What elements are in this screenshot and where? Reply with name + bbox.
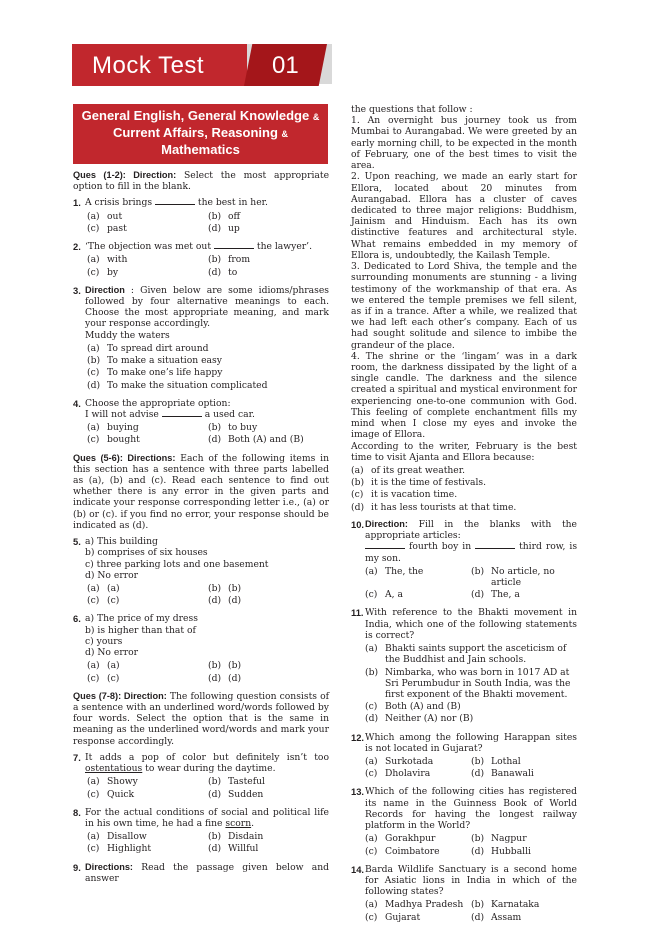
option-letter: (d): [208, 595, 222, 607]
question-number: 9.: [73, 861, 81, 873]
question-text: Read the passage given below and answer: [85, 861, 329, 884]
option-b[interactable]: [208, 583, 329, 594]
question-text-end: the lawyer’.: [256, 241, 312, 253]
option-text: past: [107, 222, 127, 234]
options: [351, 643, 577, 725]
question-text: Which among the following Harappan sites is not located in Gujarat?: [365, 731, 577, 754]
section-amp-1: &: [312, 112, 320, 122]
passage-intro: the questions that follow :: [351, 104, 473, 115]
question-sentence-end: a used car.: [204, 408, 255, 420]
question-10: [351, 519, 577, 601]
option-letter: (d): [87, 379, 101, 391]
question-label: Direction: [85, 284, 125, 295]
option-c[interactable]: [87, 223, 208, 234]
direction-3-label: Ques (7-8): Direction:: [73, 690, 167, 701]
option-letter: (c): [87, 672, 100, 684]
passage-paragraph-4: 4. The shrine or the ‘lingam’ was in a dark room, the darkness dissipated by the light of a single candle. The darkness and the silence created a spiritual and mystical environment for experiencing one-to-one communion with God. This feeling of complete enchantment fills my mind when I close my eyes and invoke the image of Ellora.: [351, 350, 577, 441]
option-b[interactable]: [351, 477, 577, 488]
question-number: 6.: [73, 613, 81, 625]
option-text: Madhya Pradesh: [385, 899, 464, 911]
question-1: [73, 197, 329, 234]
option-c[interactable]: [87, 843, 208, 854]
sentence-part: b) is higher than that of: [85, 624, 196, 636]
option-text: it is the time of festivals.: [371, 477, 487, 489]
option-letter: (c): [87, 367, 100, 379]
option-letter: (d): [471, 589, 485, 601]
options: [73, 254, 329, 277]
option-d[interactable]: [471, 768, 577, 779]
option-text: Disallow: [107, 831, 147, 843]
option-letter: (c): [87, 788, 100, 800]
option-text: it has less tourists at that time.: [371, 501, 517, 513]
option-letter: (b): [87, 355, 101, 367]
option-text: To make one’s life happy: [107, 367, 223, 379]
options: [73, 831, 329, 854]
option-b[interactable]: [365, 667, 577, 701]
option-text: Karnataka: [491, 899, 540, 911]
option-text: Disdain: [228, 831, 264, 843]
direction-3-text: The following question consists of a sentence with an underlined word/words followed by four words. Select the option that is the same in meaning as the underlined word/words and mark your response accordingly.: [73, 690, 330, 747]
question-number: 12.: [351, 731, 365, 743]
option-letter: (b): [471, 833, 485, 845]
option-text: out: [107, 210, 123, 222]
sentence-part: d) No error: [85, 569, 139, 581]
option-letter: (a): [365, 899, 378, 911]
option-letter: (c): [351, 489, 364, 501]
option-text: To make the situation complicated: [107, 379, 268, 391]
question-number: 2.: [73, 241, 81, 253]
option-letter: (a): [365, 756, 378, 768]
option-text: off: [228, 210, 241, 222]
option-a[interactable]: [365, 899, 471, 910]
option-letter: (a): [87, 342, 100, 354]
option-b[interactable]: [208, 831, 329, 842]
option-d[interactable]: [87, 380, 329, 391]
sentence-part: third row, is my son.: [365, 541, 578, 564]
option-d[interactable]: [471, 846, 577, 857]
option-c[interactable]: [365, 589, 471, 600]
option-text: To spread dirt around: [107, 342, 209, 354]
option-text: Both (A) and (B): [228, 434, 304, 446]
option-letter: (d): [208, 222, 222, 234]
option-b[interactable]: [208, 211, 329, 222]
option-a[interactable]: [87, 343, 329, 354]
question-3: [73, 285, 329, 391]
option-b[interactable]: [471, 899, 577, 910]
direction-1: [73, 170, 329, 192]
option-letter: (a): [365, 833, 378, 845]
question-number: 3.: [73, 284, 81, 296]
option-letter: (c): [87, 222, 100, 234]
option-d[interactable]: [208, 595, 329, 606]
options: [351, 756, 577, 779]
option-c[interactable]: [87, 367, 329, 378]
option-text: Tasteful: [228, 776, 265, 788]
option-letter: (b): [208, 254, 222, 266]
question-text: Which of the following cities has registered its name in the Guinness Book of World Records for having the longest railway platform in the World?: [365, 786, 577, 832]
option-text: Highlight: [107, 843, 152, 855]
underlined-word: ostentatious: [85, 763, 143, 775]
blank: [365, 541, 405, 549]
option-text: The, the: [385, 565, 424, 577]
option-d[interactable]: [208, 673, 329, 684]
option-text: (b): [228, 583, 242, 594]
passage-options: [351, 465, 577, 513]
option-a[interactable]: [87, 776, 208, 787]
option-text: to buy: [228, 422, 258, 434]
option-letter: (d): [351, 501, 365, 513]
option-text: Dholavira: [385, 768, 431, 780]
question-text: Fill in the blanks with the appropriate articles:: [365, 518, 577, 542]
option-text: Nimbarka, who was born in 1017 AD at Sri Perumbudur in South India, was the first exponent of the Bhakti movement.: [385, 666, 571, 700]
question-text: For the actual conditions of social and political life in his own time, he had a fine: [85, 806, 329, 829]
option-text: Gujarat: [385, 911, 421, 923]
option-text: (c): [107, 672, 120, 684]
option-letter: (d): [208, 788, 222, 800]
option-letter: (c): [87, 595, 100, 607]
direction-2-text: Each of the following items in this section has a sentence with three parts labelled as (a), (b) and (c). Read each sentence to find out whether there is any error in the given parts and indicate your response corresponding letter i.e., (a) or (b) or (c). if you find no error, your response should be indicated as (d).: [73, 452, 329, 531]
option-text: The, a: [491, 589, 520, 601]
option-c[interactable]: [365, 768, 471, 779]
question-14: [351, 864, 577, 923]
option-text: Gorakhpur: [385, 833, 436, 845]
option-c[interactable]: [87, 789, 208, 800]
option-text: Coimbatore: [385, 845, 440, 857]
option-b[interactable]: [208, 254, 329, 265]
option-letter: (c): [365, 911, 378, 923]
option-text: by: [107, 266, 119, 278]
option-letter: (d): [471, 911, 485, 923]
option-text: Neither (A) nor (B): [385, 713, 474, 725]
option-b[interactable]: [471, 566, 577, 588]
option-letter: (b): [471, 565, 485, 577]
option-text: To make a situation easy: [107, 355, 222, 367]
options: [73, 211, 329, 234]
option-letter: (b): [471, 899, 485, 911]
option-d[interactable]: [208, 267, 329, 278]
option-letter: (c): [87, 434, 100, 446]
option-letter: (a): [365, 643, 378, 655]
question-9: [73, 862, 329, 884]
option-a[interactable]: [87, 422, 208, 433]
option-text: Banawali: [491, 768, 534, 780]
sentence-part: a) This building: [85, 536, 158, 548]
option-letter: (b): [365, 666, 379, 678]
question-sentence: I will not advise: [85, 408, 159, 420]
question-number: 1.: [73, 197, 81, 209]
options: [73, 583, 329, 606]
option-c[interactable]: [87, 434, 208, 445]
passage-paragraph-2: 2. Upon reaching, we made an early start for Ellora, located about 20 minutes from Aurangabad. Ellora has a cluster of caves dedicated to three major religions: Buddhism, Jainism and Hinduism. Each has its own distinctive features and architectural style. What remains embedded in my memory of Ellora is, undoubtedly, the Kailash Temple.: [351, 171, 577, 261]
question-11: [351, 607, 577, 724]
question-8: [73, 807, 329, 855]
option-letter: (a): [87, 210, 100, 222]
option-letter: (d): [365, 713, 379, 725]
right-column: [351, 104, 577, 930]
option-text: buying: [107, 422, 139, 434]
options: [351, 566, 577, 601]
question-text: ‘The objection was met out: [85, 241, 212, 253]
option-letter: (b): [208, 422, 222, 434]
underlined-word: scorn: [225, 817, 252, 829]
question-text-end: the best in her.: [197, 197, 268, 209]
options: [73, 660, 329, 683]
option-text: Lothal: [491, 756, 521, 768]
option-a[interactable]: [365, 756, 471, 767]
option-a[interactable]: [365, 566, 471, 588]
question-text: Choose the appropriate option:: [85, 397, 231, 409]
option-letter: (b): [351, 477, 365, 489]
option-d[interactable]: [208, 789, 329, 800]
option-a[interactable]: [87, 583, 208, 594]
section-line-1: General English, General Knowledge: [81, 108, 310, 123]
options: [73, 776, 329, 799]
option-letter: (b): [208, 583, 222, 594]
option-text: Assam: [491, 911, 522, 923]
option-letter: (b): [208, 210, 222, 222]
option-text: Surkotada: [385, 756, 434, 768]
option-d[interactable]: [471, 589, 577, 600]
option-letter: (c): [87, 843, 100, 855]
section-line-2: Current Affairs, Reasoning: [112, 124, 278, 140]
question-text: Barda Wildlife Sanctuary is a second home for Asiatic lions in India in which of the following states?: [365, 863, 577, 898]
option-text: Showy: [107, 776, 138, 788]
option-text: bought: [107, 434, 140, 446]
question-number: 14.: [351, 863, 365, 875]
option-text: Willful: [228, 843, 259, 855]
option-d[interactable]: [208, 843, 329, 854]
option-text: (d): [228, 672, 242, 684]
question-5: [73, 536, 329, 606]
options: [351, 833, 577, 856]
option-a[interactable]: [87, 254, 208, 265]
option-letter: (d): [208, 672, 222, 684]
direction-2: [73, 453, 329, 532]
option-text: Nagpur: [491, 833, 527, 845]
option-letter: (d): [208, 266, 222, 278]
left-column: [73, 170, 329, 891]
question-number: 4.: [73, 397, 81, 409]
option-text: of its great weather.: [371, 465, 466, 476]
option-c[interactable]: [351, 489, 577, 500]
option-b[interactable]: [471, 833, 577, 844]
option-d[interactable]: [208, 223, 329, 234]
option-text: Sudden: [228, 788, 264, 800]
question-number: 5.: [73, 536, 81, 548]
question-13: [351, 786, 577, 856]
passage-paragraph-1: 1. An overnight bus journey took us from Mumbai to Aurangabad. We were greeted by an early morning chill, to be expected in the month of February, one of the best times to visit the area.: [351, 115, 577, 172]
sentence-part: fourth boy in: [408, 541, 472, 553]
option-d[interactable]: [365, 713, 577, 724]
section-line-3: Mathematics: [161, 141, 240, 157]
question-7: [73, 752, 329, 800]
sentence-part: c) three parking lots and one basement: [85, 558, 269, 570]
question-2: [73, 241, 329, 278]
option-c[interactable]: [87, 267, 208, 278]
question-12: [351, 732, 577, 780]
question-text: With reference to the Bhakti movement in India, which one of the following statements is correct?: [365, 607, 577, 641]
question-6: [73, 613, 329, 683]
option-c[interactable]: [365, 912, 471, 923]
option-letter: (b): [208, 660, 222, 672]
question-number: 8.: [73, 806, 81, 818]
option-text: (d): [228, 595, 242, 607]
blank: [162, 409, 202, 417]
option-letter: (b): [208, 831, 222, 843]
option-letter: (c): [365, 845, 378, 857]
option-a[interactable]: [365, 643, 577, 665]
option-letter: (a): [87, 254, 100, 266]
question-text: : Given below are some idioms/phrases followed by four alternative meanings to each. Choose the most appropriate meaning, and mark your response accordingly.: [85, 284, 329, 330]
option-a[interactable]: [87, 211, 208, 222]
option-text: (a): [107, 660, 120, 672]
option-text: it is vacation time.: [371, 489, 458, 501]
question-text: A crisis brings: [85, 197, 153, 209]
test-number: 01: [272, 52, 299, 79]
option-letter: (d): [471, 845, 485, 857]
section-heading: [73, 104, 328, 164]
option-text: Both (A) and (B): [385, 701, 461, 713]
blank: [475, 541, 515, 549]
option-c[interactable]: [87, 595, 208, 606]
question-number: 11.: [351, 607, 364, 619]
option-letter: (a): [87, 660, 100, 672]
section-amp-2: &: [281, 128, 289, 139]
option-letter: (b): [471, 756, 485, 768]
question-text: It adds a pop of color but definitely isn’t too: [85, 751, 329, 763]
page-title: Mock Test: [92, 52, 205, 79]
option-d[interactable]: [471, 912, 577, 923]
question-text-end: .: [251, 817, 255, 829]
option-text: (a): [107, 583, 120, 594]
passage-paragraph-3: 3. Dedicated to Lord Shiva, the temple and the surrounding monuments are stunning - a living testimony of the workmanship of that era. As we entered the temple premises we fell silent, as if in a trance. After a while, we realized that we had left each other’s company. Each of us had sought solitude and silence to imbibe the grandeur of the place.: [351, 261, 577, 351]
option-letter: (c): [365, 768, 378, 780]
option-c[interactable]: [365, 846, 471, 857]
option-letter: (d): [208, 434, 222, 446]
option-letter: (a): [87, 831, 100, 843]
option-a[interactable]: [351, 465, 577, 476]
options: [73, 343, 329, 391]
option-text: up: [228, 222, 240, 234]
question-number: 10.: [351, 518, 365, 530]
option-text: Hubballi: [491, 845, 531, 857]
option-a[interactable]: [87, 831, 208, 842]
options: [73, 422, 329, 445]
option-b[interactable]: [208, 776, 329, 787]
blank: [155, 197, 195, 205]
option-letter: (a): [87, 422, 100, 434]
question-label: Directions:: [85, 861, 133, 872]
sentence-part: c) yours: [85, 635, 123, 647]
option-b[interactable]: [208, 660, 329, 671]
option-d[interactable]: [351, 502, 577, 513]
sentence-part: b) comprises of six houses: [85, 547, 208, 559]
direction-3: [73, 691, 329, 747]
option-text: to: [228, 266, 238, 278]
option-letter: (b): [208, 776, 222, 788]
option-letter: (c): [365, 701, 378, 713]
option-a[interactable]: [365, 833, 471, 844]
direction-1-label: Ques (1-2): Direction:: [73, 170, 177, 180]
option-c[interactable]: [365, 701, 577, 712]
option-d[interactable]: [208, 434, 329, 445]
direction-2-label: Ques (5-6): Directions:: [73, 452, 176, 463]
option-a[interactable]: [87, 660, 208, 671]
question-text-end: to wear during the daytime.: [142, 763, 276, 775]
option-text: Bhakti saints support the asceticism of the Buddhist and Jain schools.: [385, 643, 567, 666]
question-number: 13.: [351, 786, 365, 798]
option-letter: (d): [208, 843, 222, 855]
direction-1-text: Select the most appropriate option to fill in the blank.: [73, 170, 330, 193]
option-letter: (a): [365, 565, 378, 577]
question-label: Direction:: [365, 518, 408, 529]
question-number: 7.: [73, 751, 81, 763]
option-text: with: [107, 254, 128, 266]
option-letter: (a): [87, 583, 100, 594]
header-banner: [72, 44, 327, 86]
option-text: No article, no article: [491, 565, 555, 588]
idiom: Muddy the waters: [85, 329, 170, 341]
question-4: [73, 398, 329, 446]
option-text: (c): [107, 595, 120, 607]
blank: [214, 241, 254, 249]
option-text: (b): [228, 660, 242, 672]
option-text: A, a: [385, 589, 403, 601]
option-c[interactable]: [87, 673, 208, 684]
option-letter: (a): [351, 465, 364, 476]
option-letter: (d): [471, 768, 485, 780]
option-text: Quick: [107, 788, 135, 800]
sentence-part: a) The price of my dress: [85, 613, 198, 625]
option-b[interactable]: [471, 756, 577, 767]
sentence-part: d) No error: [85, 647, 139, 659]
option-text: from: [228, 254, 251, 266]
option-letter: (c): [87, 266, 100, 278]
options: [351, 899, 577, 922]
option-b[interactable]: [87, 355, 329, 366]
option-b[interactable]: [208, 422, 329, 433]
option-letter: (a): [87, 776, 100, 788]
option-letter: (c): [365, 589, 378, 601]
passage-question: According to the writer, February is the best time to visit Ajanta and Ellora because:: [351, 440, 577, 463]
